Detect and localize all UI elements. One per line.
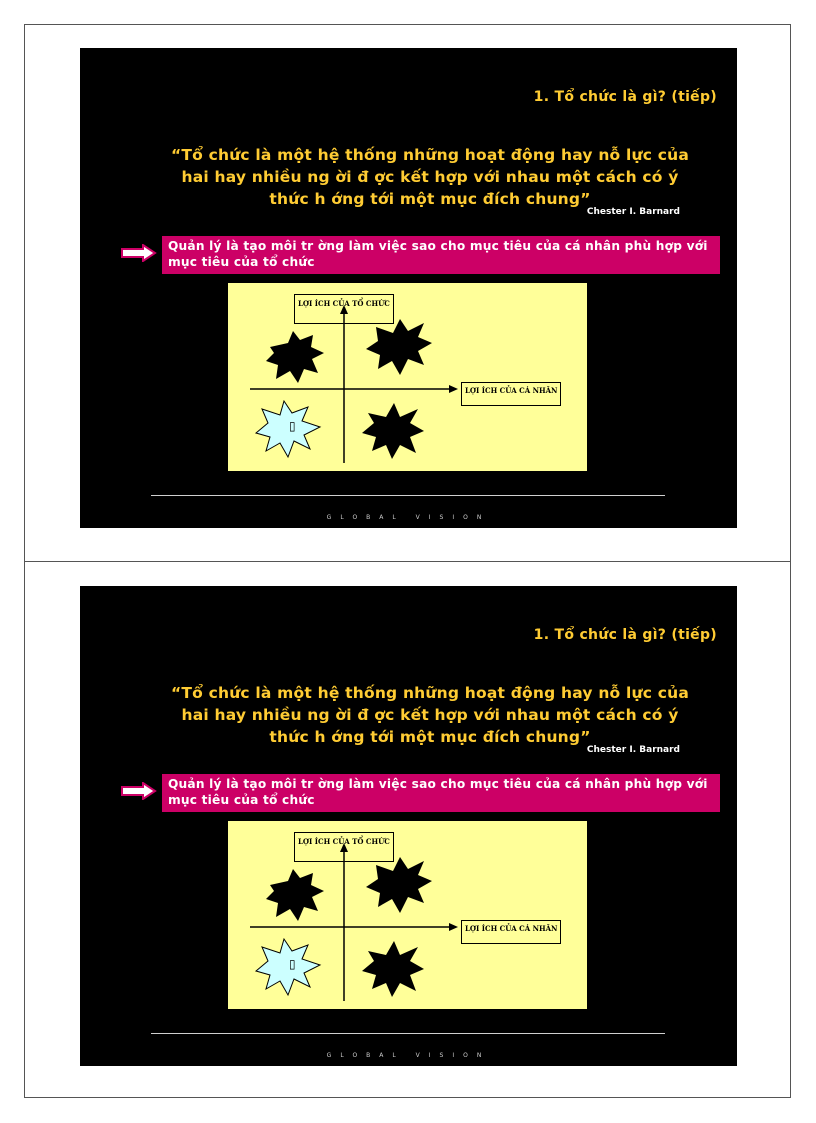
footer-rule (151, 495, 665, 496)
quadrant-diagram (228, 283, 587, 471)
quadrant-diagram (228, 821, 587, 1009)
quote-text: “Tổ chức là một hệ thống những hoạt động hay nỗ lực của hai hay nhiều ng ời đ ợc kết hợp với nhau một cách có ý thức h ớng tới một mục đích chung” (170, 146, 690, 208)
highlight-glyph: ▯ (289, 419, 296, 433)
burst-top-left (266, 869, 324, 921)
arrow-right-icon (121, 244, 157, 262)
page-divider (24, 561, 791, 562)
slide-title: 1. Tổ chức là gì? (tiếp) (533, 627, 717, 643)
slide-title: 1. Tổ chức là gì? (tiếp) (533, 89, 717, 105)
slide-2 (80, 586, 737, 1066)
burst-top-left (266, 331, 324, 383)
burst-bottom-right (362, 403, 424, 459)
quote-author: Chester I. Barnard (586, 745, 680, 755)
slide-1 (80, 48, 737, 528)
highlight-banner: Quản lý là tạo môi tr ờng làm việc sao cho mục tiêu của cá nhân phù hợp với mục tiêu của tổ chức (162, 236, 720, 274)
footer-text: GLOBAL VISION (326, 1052, 491, 1059)
footer-text: GLOBAL VISION (326, 514, 491, 521)
burst-top-right (366, 857, 432, 913)
highlight-banner: Quản lý là tạo môi tr ờng làm việc sao cho mục tiêu của cá nhân phù hợp với mục tiêu của tổ chức (162, 774, 720, 812)
footer-rule (151, 1033, 665, 1034)
quote-text: “Tổ chức là một hệ thống những hoạt động hay nỗ lực của hai hay nhiều ng ời đ ợc kết hợp với nhau một cách có ý thức h ớng tới một mục đích chung” (170, 684, 690, 746)
quote-author: Chester I. Barnard (586, 207, 680, 217)
highlight-glyph: ▯ (289, 957, 296, 971)
burst-bottom-left-highlight (256, 939, 320, 995)
x-axis-label: LỢI ÍCH CỦA CÁ NHÂN (461, 382, 561, 406)
y-axis-label: LỢI ÍCH CỦA TỔ CHỨC (294, 294, 394, 324)
x-axis-label: LỢI ÍCH CỦA CÁ NHÂN (461, 920, 561, 944)
arrow-right-icon (121, 782, 157, 800)
burst-top-right (366, 319, 432, 375)
burst-bottom-right (362, 941, 424, 997)
y-axis-label: LỢI ÍCH CỦA TỔ CHỨC (294, 832, 394, 862)
burst-bottom-left-highlight (256, 401, 320, 457)
